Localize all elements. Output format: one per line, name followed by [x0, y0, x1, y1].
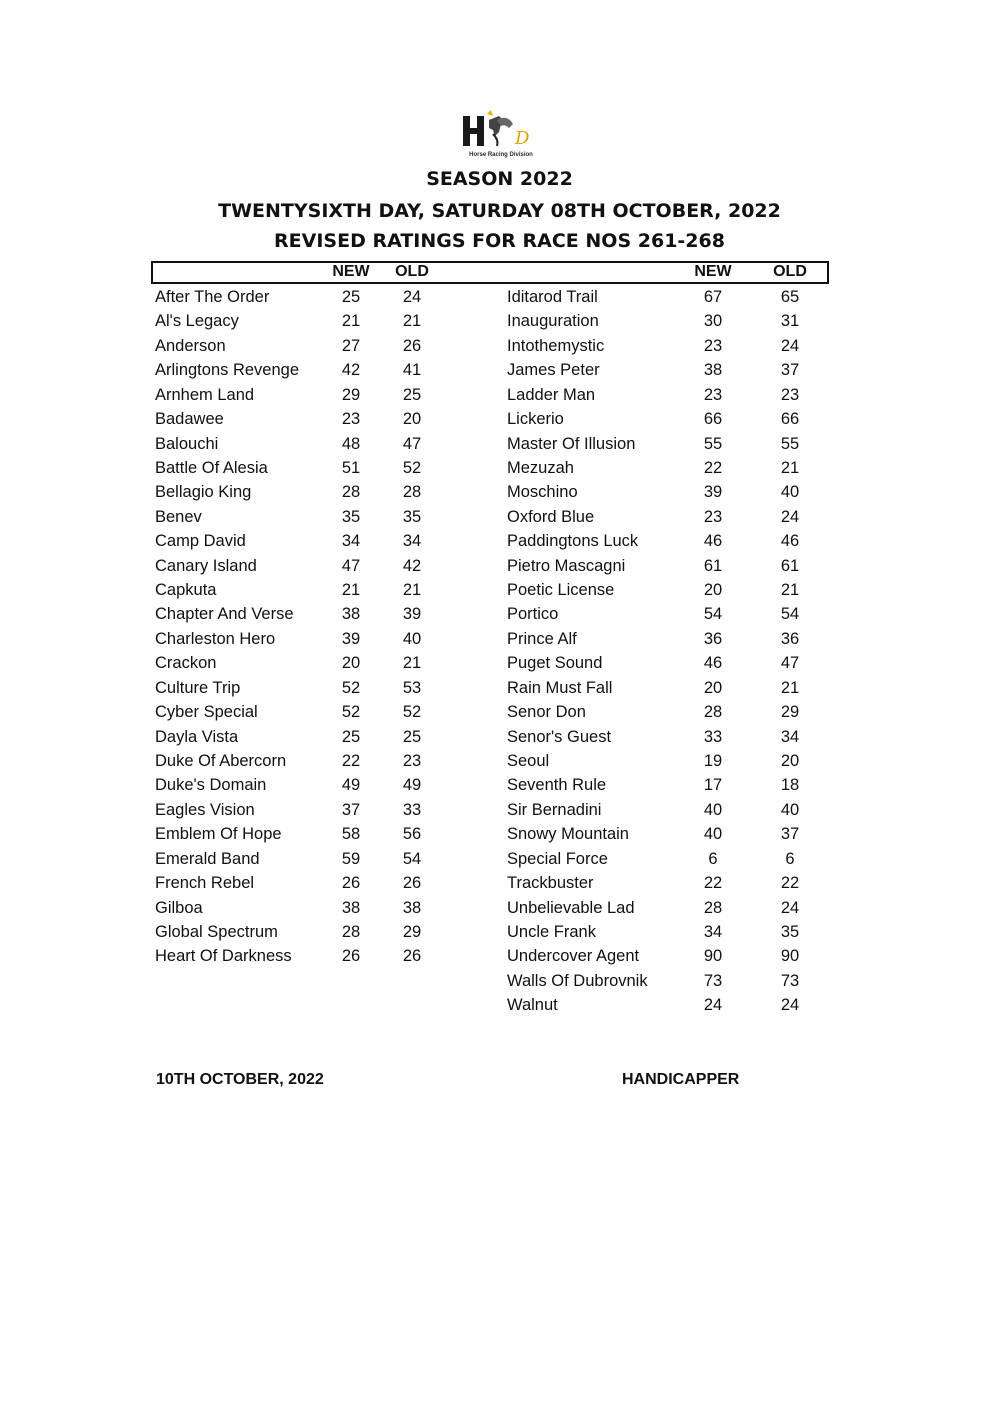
table-row: [507, 312, 830, 336]
old-rating: 21: [402, 654, 422, 673]
new-rating: 6: [708, 849, 718, 868]
horse-name: Benev: [155, 507, 202, 526]
table-row: [507, 581, 830, 605]
table-row: [155, 581, 452, 605]
left-old-header: OLD: [395, 263, 429, 280]
horse-name: Balouchi: [155, 434, 219, 453]
new-rating: 28: [703, 703, 723, 722]
new-rating: 33: [703, 727, 723, 746]
table-row: [507, 386, 830, 410]
horse-name: Snowy Mountain: [507, 825, 629, 844]
horse-name: Poetic License: [507, 581, 615, 600]
old-rating: 21: [780, 458, 800, 477]
horse-name: Unbelievable Lad: [507, 898, 635, 917]
new-rating: 46: [703, 532, 723, 551]
new-rating: 21: [341, 581, 361, 600]
old-rating: 26: [402, 336, 422, 355]
table-row: [507, 996, 830, 1020]
horse-name: Badawee: [155, 410, 224, 429]
old-rating: 23: [402, 751, 422, 770]
old-rating: 24: [780, 336, 800, 355]
table-row: [507, 483, 830, 507]
old-rating: 40: [780, 800, 800, 819]
horse-name: Inauguration: [507, 312, 599, 331]
table-row: [507, 899, 830, 923]
hrd-logo: [459, 110, 543, 162]
table-row: [155, 850, 452, 874]
table-row: [155, 825, 452, 849]
old-rating: 26: [402, 874, 422, 893]
old-rating: 31: [780, 312, 800, 331]
new-rating: 52: [341, 703, 361, 722]
old-rating: 52: [402, 703, 422, 722]
horse-name: Rain Must Fall: [507, 678, 613, 697]
table-row: [155, 728, 452, 752]
new-rating: 90: [703, 947, 723, 966]
old-rating: 21: [780, 678, 800, 697]
old-rating: 21: [402, 312, 422, 331]
table-row: [507, 337, 830, 361]
new-rating: 42: [341, 361, 361, 380]
table-row: [155, 776, 452, 800]
old-rating: 90: [780, 947, 800, 966]
new-rating: 54: [703, 605, 723, 624]
horse-name: Walnut: [507, 996, 558, 1015]
horse-name: Charleston Hero: [155, 629, 276, 648]
old-rating: 35: [780, 922, 800, 941]
table-row: [507, 410, 830, 434]
horse-name: Trackbuster: [507, 874, 594, 893]
table-row: [507, 923, 830, 947]
table-row: [155, 557, 452, 581]
old-rating: 34: [402, 532, 422, 551]
old-rating: 37: [780, 825, 800, 844]
table-row: [507, 874, 830, 898]
table-row: [155, 752, 452, 776]
race-day-title: TWENTYSIXTH DAY, SATURDAY 08TH OCTOBER, 2022: [218, 200, 781, 222]
horse-name: Pietro Mascagni: [507, 556, 626, 575]
horse-name: Emblem Of Hope: [155, 825, 282, 844]
old-rating: 29: [402, 922, 422, 941]
table-row: [507, 703, 830, 727]
old-rating: 42: [402, 556, 422, 575]
new-rating: 28: [341, 922, 361, 941]
new-rating: 21: [341, 312, 361, 331]
new-rating: 27: [341, 336, 361, 355]
table-row: [507, 850, 830, 874]
old-rating: 21: [780, 581, 800, 600]
horse-name: Heart Of Darkness: [155, 947, 292, 966]
old-rating: 24: [780, 898, 800, 917]
new-rating: 34: [341, 532, 361, 551]
table-row: [155, 312, 452, 336]
table-row: [507, 654, 830, 678]
new-rating: 61: [703, 556, 723, 575]
horse-name: Arlingtons Revenge: [155, 361, 300, 380]
season-title: SEASON 2022: [426, 168, 573, 190]
old-rating: 52: [402, 458, 422, 477]
old-rating: 18: [780, 776, 800, 795]
horse-name: Paddingtons Luck: [507, 532, 639, 551]
table-row: [155, 361, 452, 385]
old-rating: 24: [780, 507, 800, 526]
new-rating: 38: [341, 898, 361, 917]
horse-name: Uncle Frank: [507, 922, 596, 941]
new-rating: 24: [703, 996, 723, 1015]
horse-name: James Peter: [507, 361, 600, 380]
old-rating: 23: [780, 385, 800, 404]
table-row: [155, 605, 452, 629]
horse-name: Emerald Band: [155, 849, 260, 868]
old-rating: 56: [402, 825, 422, 844]
new-rating: 73: [703, 971, 723, 990]
new-rating: 38: [703, 361, 723, 380]
table-row: [507, 630, 830, 654]
table-row: [507, 605, 830, 629]
new-rating: 36: [703, 629, 723, 648]
new-rating: 39: [703, 483, 723, 502]
table-row: [155, 654, 452, 678]
horse-name: Gilboa: [155, 898, 203, 917]
new-rating: 20: [341, 654, 361, 673]
table-row: [507, 947, 830, 971]
footer-handicapper: HANDICAPPER: [622, 1071, 740, 1088]
table-row: [507, 825, 830, 849]
new-rating: 22: [341, 751, 361, 770]
left-new-header: NEW: [332, 263, 370, 280]
table-row: [155, 459, 452, 483]
table-row: [155, 874, 452, 898]
horse-name: After The Order: [155, 288, 270, 306]
new-rating: 28: [703, 898, 723, 917]
horse-name: Seventh Rule: [507, 776, 607, 795]
old-rating: 26: [402, 947, 422, 966]
table-row: [507, 679, 830, 703]
table-row: [155, 679, 452, 703]
new-rating: 37: [341, 800, 361, 819]
old-rating: 29: [780, 703, 800, 722]
old-rating: 24: [402, 288, 422, 306]
right-old-header: OLD: [773, 263, 807, 280]
new-rating: 23: [341, 410, 361, 429]
old-rating: 25: [402, 727, 422, 746]
table-row: [507, 728, 830, 752]
table-row: [507, 972, 830, 996]
horse-name: Arnhem Land: [155, 385, 255, 404]
horse-name: Crackon: [155, 654, 217, 673]
old-rating: 28: [402, 483, 422, 502]
table-row: [155, 947, 452, 971]
old-rating: 49: [402, 776, 422, 795]
new-rating: 22: [703, 874, 723, 893]
horse-name: Seoul: [507, 751, 550, 770]
horse-name: Culture Trip: [155, 678, 241, 697]
table-row: [507, 361, 830, 385]
old-rating: 61: [780, 556, 800, 575]
new-rating: 66: [703, 410, 723, 429]
horse-name: Sir Bernadini: [507, 800, 602, 819]
new-rating: 20: [703, 581, 723, 600]
old-rating: 20: [780, 751, 800, 770]
horse-name: Senor's Guest: [507, 727, 612, 746]
new-rating: 25: [341, 727, 361, 746]
new-rating: 51: [341, 458, 361, 477]
table-row: [155, 630, 452, 654]
table-row: [155, 483, 452, 507]
old-rating: 55: [780, 434, 800, 453]
old-rating: 36: [780, 629, 800, 648]
horse-name: Dayla Vista: [155, 727, 239, 746]
old-rating: 24: [780, 996, 800, 1015]
old-rating: 35: [402, 507, 422, 526]
old-rating: 39: [402, 605, 422, 624]
old-rating: 54: [780, 605, 800, 624]
new-rating: 46: [703, 654, 723, 673]
old-rating: 20: [402, 410, 422, 429]
table-row: [507, 459, 830, 483]
old-rating: 53: [402, 678, 422, 697]
old-rating: 54: [402, 849, 422, 868]
new-rating: 39: [341, 629, 361, 648]
horse-name: French Rebel: [155, 874, 255, 893]
new-rating: 49: [341, 776, 361, 795]
table-row: [155, 508, 452, 532]
new-rating: 67: [703, 288, 723, 306]
horse-name: Prince Alf: [507, 629, 577, 648]
horse-name: Eagles Vision: [155, 800, 255, 819]
table-row: [507, 557, 830, 581]
svg-text:D: D: [515, 128, 530, 149]
horse-name: Master Of Illusion: [507, 434, 636, 453]
old-rating: 40: [780, 483, 800, 502]
table-row: [507, 776, 830, 800]
old-rating: 66: [780, 410, 800, 429]
new-rating: 28: [341, 483, 361, 502]
table-row: [155, 435, 452, 459]
new-rating: 40: [703, 825, 723, 844]
table-row: [507, 532, 830, 556]
new-rating: 34: [703, 922, 723, 941]
table-row: [507, 435, 830, 459]
horse-name: Mezuzah: [507, 458, 574, 477]
ratings-subtitle: REVISED RATINGS FOR RACE NOS 261-268: [274, 230, 725, 252]
table-row: [155, 899, 452, 923]
new-rating: 55: [703, 434, 723, 453]
table-row: [507, 288, 830, 312]
new-rating: 23: [703, 336, 723, 355]
new-rating: 48: [341, 434, 361, 453]
horse-name: Moschino: [507, 483, 578, 502]
footer-date: 10TH OCTOBER, 2022: [156, 1071, 324, 1088]
table-row: [507, 752, 830, 776]
old-rating: 40: [402, 629, 422, 648]
new-rating: 25: [341, 288, 361, 306]
right-new-header: NEW: [694, 263, 732, 280]
horse-name: Senor Don: [507, 703, 586, 722]
horse-name: Undercover Agent: [507, 947, 640, 966]
table-row: [155, 288, 452, 312]
horse-name: Global Spectrum: [155, 922, 278, 941]
horse-name: Walls Of Dubrovnik: [507, 971, 648, 990]
horse-name: Portico: [507, 605, 559, 624]
table-row: [155, 337, 452, 361]
new-rating: 23: [703, 385, 723, 404]
horse-name: Al's Legacy: [155, 312, 239, 331]
old-rating: 47: [402, 434, 422, 453]
horse-name: Duke's Domain: [155, 776, 267, 795]
old-rating: 41: [402, 361, 422, 380]
horse-name: Anderson: [155, 336, 226, 355]
horse-name: Camp David: [155, 532, 246, 551]
horse-name: Bellagio King: [155, 483, 252, 502]
horse-name: Puget Sound: [507, 654, 603, 673]
old-rating: 22: [780, 874, 800, 893]
table-row: [155, 386, 452, 410]
horse-name: Canary Island: [155, 556, 257, 575]
horse-name: Special Force: [507, 849, 608, 868]
new-rating: 58: [341, 825, 361, 844]
table-row: [507, 801, 830, 825]
new-rating: 20: [703, 678, 723, 697]
table-row: [155, 703, 452, 727]
horse-logo-icon: [459, 110, 543, 154]
new-rating: 47: [341, 556, 361, 575]
old-rating: 37: [780, 361, 800, 380]
old-rating: 33: [402, 800, 422, 819]
old-rating: 6: [785, 849, 795, 868]
horse-name: Lickerio: [507, 410, 564, 429]
horse-name: Capkuta: [155, 581, 217, 600]
table-row: [155, 532, 452, 556]
new-rating: 26: [341, 874, 361, 893]
horse-name: Chapter And Verse: [155, 605, 294, 624]
table-row: [155, 801, 452, 825]
table-row: [507, 508, 830, 532]
new-rating: 30: [703, 312, 723, 331]
old-rating: 73: [780, 971, 800, 990]
old-rating: 46: [780, 532, 800, 551]
new-rating: 17: [703, 776, 723, 795]
horse-name: Cyber Special: [155, 703, 258, 722]
old-rating: 38: [402, 898, 422, 917]
old-rating: 34: [780, 727, 800, 746]
horse-name: Duke Of Abercorn: [155, 751, 287, 770]
new-rating: 23: [703, 507, 723, 526]
horse-name: Intothemystic: [507, 336, 605, 355]
logo-caption: Horse Racing Division: [469, 152, 533, 158]
table-row: [155, 923, 452, 947]
old-rating: 47: [780, 654, 800, 673]
old-rating: 21: [402, 581, 422, 600]
horse-name: Oxford Blue: [507, 507, 595, 526]
new-rating: 35: [341, 507, 361, 526]
table-row: [155, 410, 452, 434]
horse-name: Ladder Man: [507, 385, 596, 404]
horse-name: Iditarod Trail: [507, 288, 598, 306]
new-rating: 38: [341, 605, 361, 624]
old-rating: 65: [780, 288, 800, 306]
new-rating: 29: [341, 385, 361, 404]
new-rating: 22: [703, 458, 723, 477]
new-rating: 26: [341, 947, 361, 966]
old-rating: 25: [402, 385, 422, 404]
new-rating: 19: [703, 751, 723, 770]
new-rating: 40: [703, 800, 723, 819]
horse-name: Battle Of Alesia: [155, 458, 268, 477]
new-rating: 52: [341, 678, 361, 697]
new-rating: 59: [341, 849, 361, 868]
